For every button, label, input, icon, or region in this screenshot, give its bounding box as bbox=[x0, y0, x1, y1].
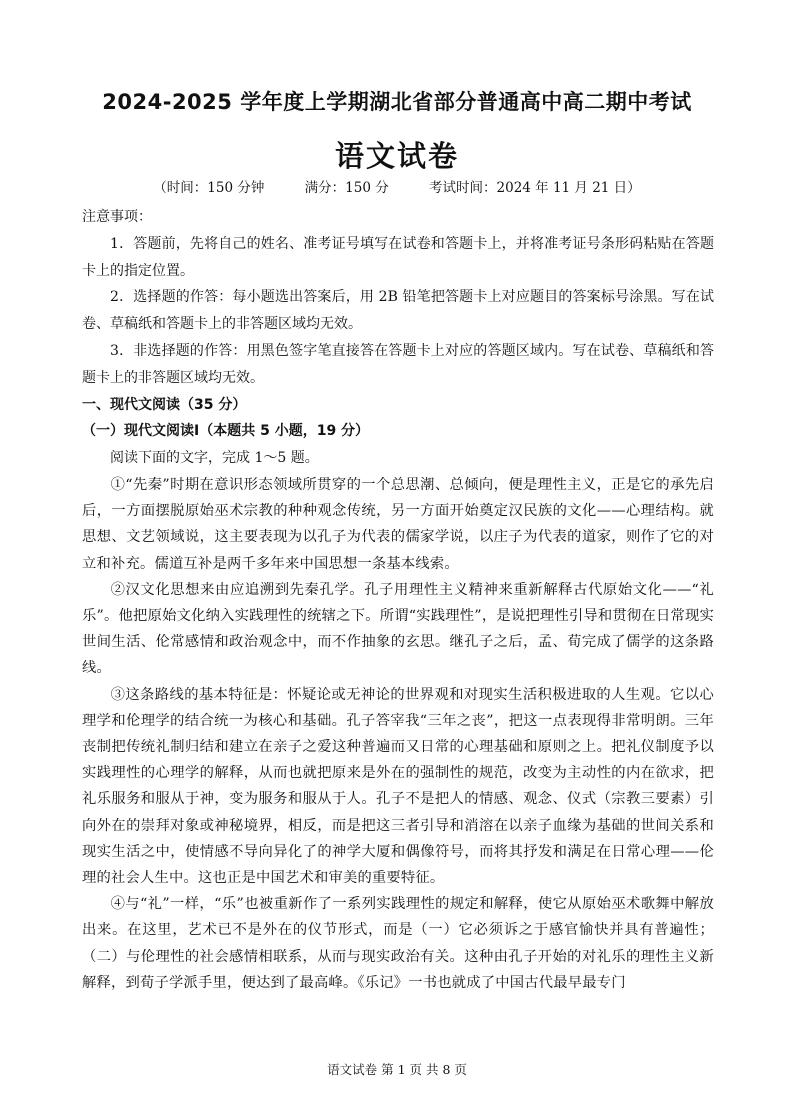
section-heading: 一、现代文阅读（35 分） bbox=[82, 396, 247, 413]
notice-item: 3．非选择题的作答：用黑色签字笔直接答在答题卡上对应的答题区域内。写在试卷、草稿纸和答题卡上的非答题区域均无效。 bbox=[82, 342, 714, 386]
notice-item: 2．选择题的作答：每小题选出答案后，用 2B 铅笔把答题卡上对应题目的答案标号涂黑。写在试卷、草稿纸和答题卡上的非答题区域均无效。 bbox=[82, 289, 714, 333]
essay-paragraph-2: ②汉文化思想来由应追溯到先秦孔学。孔子用理性主义精神来重新解释古代原始文化——“礼乐”。他把原始文化纳入实践理性的统辖之下。所谓“实践理性”，是说把理性引导和贯彻在日常现实世间生活、伦常感情和政治观念中，而不作抽象的玄思。继孔子之后，孟、荀完成了儒学的这条路线。 bbox=[82, 581, 714, 677]
section-subheading: （一）现代文阅读Ⅰ（本题共 5 小题，19 分） bbox=[82, 423, 370, 440]
exam-full-score: 满分：150 分 bbox=[304, 180, 389, 196]
page-body bbox=[82, 204, 714, 996]
notice-heading: 注意事项： bbox=[82, 209, 152, 225]
essay-paragraph-4: ④与“礼”一样，“乐”也被重新作了一系列实践理性的规定和解释，使它从原始巫术歌舞中解放出来。在这里，艺术已不是外在的仪节形式，而是（一）它必须诉之于感官愉快并具有普遍性；（二）与伦理性的社会感情相联系，从而与现实政治有关。这种由孔子开始的对礼乐的理性主义新解释，到荀子学派手里，便达到了最高峰。《乐记》一书也就成了中国古代最早最专门 bbox=[82, 896, 714, 991]
exam-meta bbox=[0, 176, 794, 196]
essay-paragraph-1: ①“先秦”时期在意识形态领域所贯穿的一个总思潮、总倾向，便是理性主义，正是它的承先启后，一方面摆脱原始巫术宗教的种种观念传统，另一方面开始奠定汉民族的文化——心理结构。就思想、文艺领域说，这主要表现为以孔子为代表的儒家学说，以庄子为代表的道家，则作了它的对立和补充。儒道互补是两千多年来中国思想一条基本线索。 bbox=[82, 476, 714, 572]
page-footer: 语文试卷 第 1 页 共 8 页 bbox=[327, 1062, 467, 1077]
notice-item: 1．答题前，先将自己的姓名、准考证号填写在试卷和答题卡上，并将准考证号条形码粘贴在答题卡上的指定位置。 bbox=[82, 235, 714, 279]
exam-title: 2024-2025 学年度上学期湖北省部分普通高中高二期中考试 bbox=[102, 90, 692, 114]
exam-duration: （时间：150 分钟 bbox=[153, 180, 265, 196]
essay-paragraph-3: ③这条路线的基本特征是：怀疑论或无神论的世界观和对现实生活积极进取的人生观。它以心理学和伦理学的结合统一为核心和基础。孔子答宰我“三年之丧”，把这一点表现得非常明朗。三年丧制把传统礼制归结和建立在亲子之爱这种普遍而又日常的心理基础和原则之上。把礼仪制度予以实践理性的心理学的解释，从而也就把原来是外在的强制性的规范，改变为主动性的内在欲求，把礼乐服务和服从于神，变为服务和服从于人。孔子不是把人的情感、观念、仪式（宗教三要素）引向外在的崇拜对象或神秘境界，相反，而是把这三者引导和消溶在以亲子血缘为基础的世间关系和现实生活之中，使情感不导向异化了的神学大厦和偶像符号，而将其抒发和满足在日常心理——伦理的社会人生中。这也正是中国艺术和审美的重要特征。 bbox=[82, 686, 714, 887]
exam-date: 考试时间：2024 年 11 月 21 日） bbox=[429, 180, 641, 196]
reading-instruction: 阅读下面的文字，完成 1～5 题。 bbox=[110, 450, 319, 467]
exam-subject-title: 语文试卷 bbox=[334, 139, 459, 173]
